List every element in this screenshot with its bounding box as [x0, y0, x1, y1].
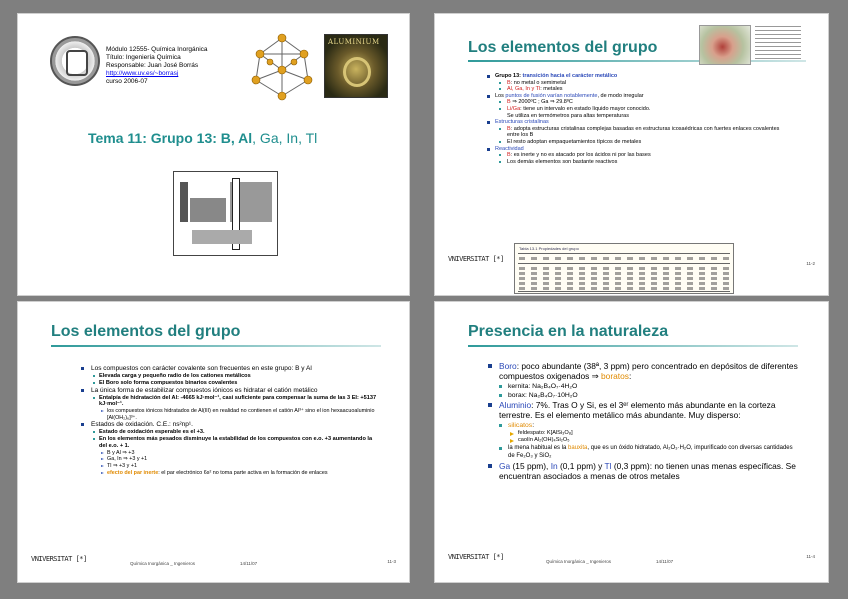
- page-number: 11-2: [806, 261, 815, 266]
- periodic-block-s: [180, 182, 188, 222]
- periodic-table-image: [173, 171, 278, 256]
- university-footer-logo: VNIVERSITAT [*]: [448, 553, 504, 561]
- info-link[interactable]: http://www.uv.es/~borrasj: [106, 70, 179, 77]
- bullet-list: [488, 361, 798, 482]
- heading-underline: [51, 345, 381, 347]
- list-item: Los demás elementos son bastante reactivos: [487, 159, 787, 166]
- heading-underline: [468, 60, 806, 62]
- list-item: caolín Al₂(OH)₄Si₂O₅: [488, 437, 798, 444]
- info-title: Título: Ingeniería Química: [106, 54, 181, 61]
- slide-heading: Los elementos del grupo: [468, 39, 658, 56]
- footer-date: 14/11/07: [656, 559, 674, 564]
- slide-1[interactable]: [17, 13, 410, 296]
- table-title: Tabla 13.1 Propiedades del grupo: [519, 246, 579, 251]
- aluminium-card-label: ALUMINIUM: [328, 38, 380, 46]
- list-item: feldespato: K[AlSi₃O₈]: [488, 430, 798, 437]
- list-item: Se utiliza en termómetros para altas temperaturas: [507, 112, 629, 119]
- list-item: los compuestos iónicos hidratados de Al(III) en realidad no contienen el catión Al³⁺ sino el ion hexaacuoaluminio [Al(OH₂)₆]³⁺.: [81, 408, 381, 421]
- footer-course: Química Inorgánica _ Ingenieros: [546, 559, 612, 564]
- list-item: B ⇒ 2000ºC ; Ga ⇒ 29.8ºC: [487, 99, 787, 106]
- icosahedron-molecule-image: [250, 32, 315, 102]
- properties-table-image: [514, 243, 734, 294]
- info-course: curso 2006-07: [106, 78, 148, 85]
- aluminium-symbol-graphic: [343, 57, 371, 87]
- university-footer-logo: VNIVERSITAT [*]: [31, 555, 87, 563]
- list-item: Li/Ga: tiene un intervalo en estado líquido mayor conocido.: [487, 106, 787, 113]
- course-info: [106, 46, 208, 86]
- table-row: [519, 267, 729, 270]
- table-rule: [518, 263, 730, 264]
- list-item: Ga (15 ppm), In (0,1 ppm) y Tl (0,3 ppm): no tienen unas menas específicas. Se encuentran asociados a menas de otros metales: [488, 461, 798, 482]
- periodic-block-d: [190, 198, 226, 222]
- list-item: La única forma de estabilizar compuestos iónicos es hidratar el catión metálico: [81, 387, 381, 395]
- title-rest: , Ga, In, Tl: [252, 130, 318, 146]
- list-item: Reactividad: [487, 146, 787, 153]
- list-item: Grupo 13: transición hacia el carácter metálico: [487, 73, 787, 80]
- list-item: B y Al ⇒ +3: [81, 450, 381, 457]
- info-module: Módulo 12555- Química Inorgánica: [106, 46, 208, 53]
- list-item: la mena habitual es la bauxita, que es un óxido hidratado, Al₂O₃·H₂O, impurificado con diversas cantidades de Fe₂O₃ y SiO₂: [488, 444, 798, 461]
- slide-heading: Los elementos del grupo: [51, 323, 241, 340]
- list-item: El Boro solo forma compuestos binarios covalentes: [81, 380, 381, 387]
- list-item: Estado de oxidación esperable es el +3.: [81, 429, 381, 436]
- list-item: efecto del par inerte: el par electrónico 6s² no toma parte activa en la formación de enlaces: [81, 470, 381, 477]
- list-item: kernita: Na₂B₄O₇·4H₂O: [488, 382, 798, 391]
- map-legend-image: [755, 26, 801, 60]
- list-item: El resto adoptan empaquetamientos típicos de metales: [487, 139, 787, 146]
- university-seal-logo: [50, 36, 100, 86]
- table-row: [519, 287, 729, 290]
- title-bold: Tema 11: Grupo 13: B, Al: [88, 130, 253, 146]
- list-item: silicatos:: [488, 421, 798, 430]
- list-item: Estructuras cristalinas: [487, 119, 787, 126]
- table-rule: [518, 291, 730, 292]
- table-rule: [518, 253, 730, 254]
- table-row: [519, 272, 729, 275]
- list-item: Tl ⇒ +3 y +1: [81, 463, 381, 470]
- list-item: borax: Na₂B₄O₇·10H₂O: [488, 391, 798, 400]
- list-item: Los puntos de fusión varían notablemente, de modo irregular: [487, 93, 787, 100]
- slide-3[interactable]: [17, 301, 410, 583]
- table-row: [519, 277, 729, 280]
- list-item: Boro: poco abundante (38ª, 3 ppm) pero concentrado en depósitos de diferentes compuestos oxigenados ⇒ boratos:: [488, 361, 798, 382]
- list-item: Entalpía de hidratación del Al: -4665 kJ·mol⁻¹, casi suficiente para compensar la suma de las 3 EI: +5137 kJ·mol⁻¹.: [81, 395, 381, 409]
- aluminium-card-image: [324, 34, 388, 98]
- list-item: B: no metal o semimetal: [487, 80, 787, 87]
- slide-2[interactable]: [434, 13, 829, 296]
- slide-4[interactable]: [434, 301, 829, 583]
- list-item: Estados de oxidación. C.E.: ns²np¹.: [81, 421, 381, 429]
- info-responsible: Responsable: Juan José Borrás: [106, 62, 199, 69]
- list-item: Ga, In ⇒ +3 y +1: [81, 456, 381, 463]
- university-footer-logo: VNIVERSITAT [*]: [448, 255, 504, 263]
- slide-heading: Presencia en la naturaleza: [468, 323, 669, 340]
- list-item: Al, Ga, In y Tl: metales: [487, 86, 787, 93]
- list-item: B: es inerte y no es atacado por los ácidos ni por las bases: [487, 152, 787, 159]
- page-number: 11-4: [806, 554, 815, 559]
- bullet-list: [81, 365, 381, 476]
- list-item: Aluminio: 7%. Tras O y Si, es el 3ᵉʳ elemento más abundante en la corteza terrestre. Es el elemento metálico más abundante. Muy disperso:: [488, 400, 798, 421]
- list-item: Los compuestos con carácter covalente son frecuentes en este grupo: B y Al: [81, 365, 381, 373]
- list-item: En los elementos más pesados disminuye la estabilidad de los compuestos con e.o. +3 aumentando la del e.o. + 1.: [81, 436, 381, 450]
- list-item: Elevada carga y pequeño radio de los cationes metálicos: [81, 373, 381, 380]
- slide-title: [88, 130, 317, 146]
- heading-underline: [468, 345, 798, 347]
- footer-course: Química Inorgánica _ Ingenieros: [130, 561, 196, 566]
- footer-date: 14/11/07: [240, 561, 258, 566]
- bullet-list: [487, 73, 787, 165]
- page-number: 11-3: [387, 559, 396, 564]
- table-row: [519, 282, 729, 285]
- periodic-block-f: [192, 230, 252, 244]
- abundance-map-image: [699, 25, 751, 65]
- table-row: [519, 257, 729, 260]
- list-item: B: adopta estructuras cristalinas complejas basadas en estructuras icosaédricas con fuertes enlaces covalentes entre los B: [487, 126, 787, 139]
